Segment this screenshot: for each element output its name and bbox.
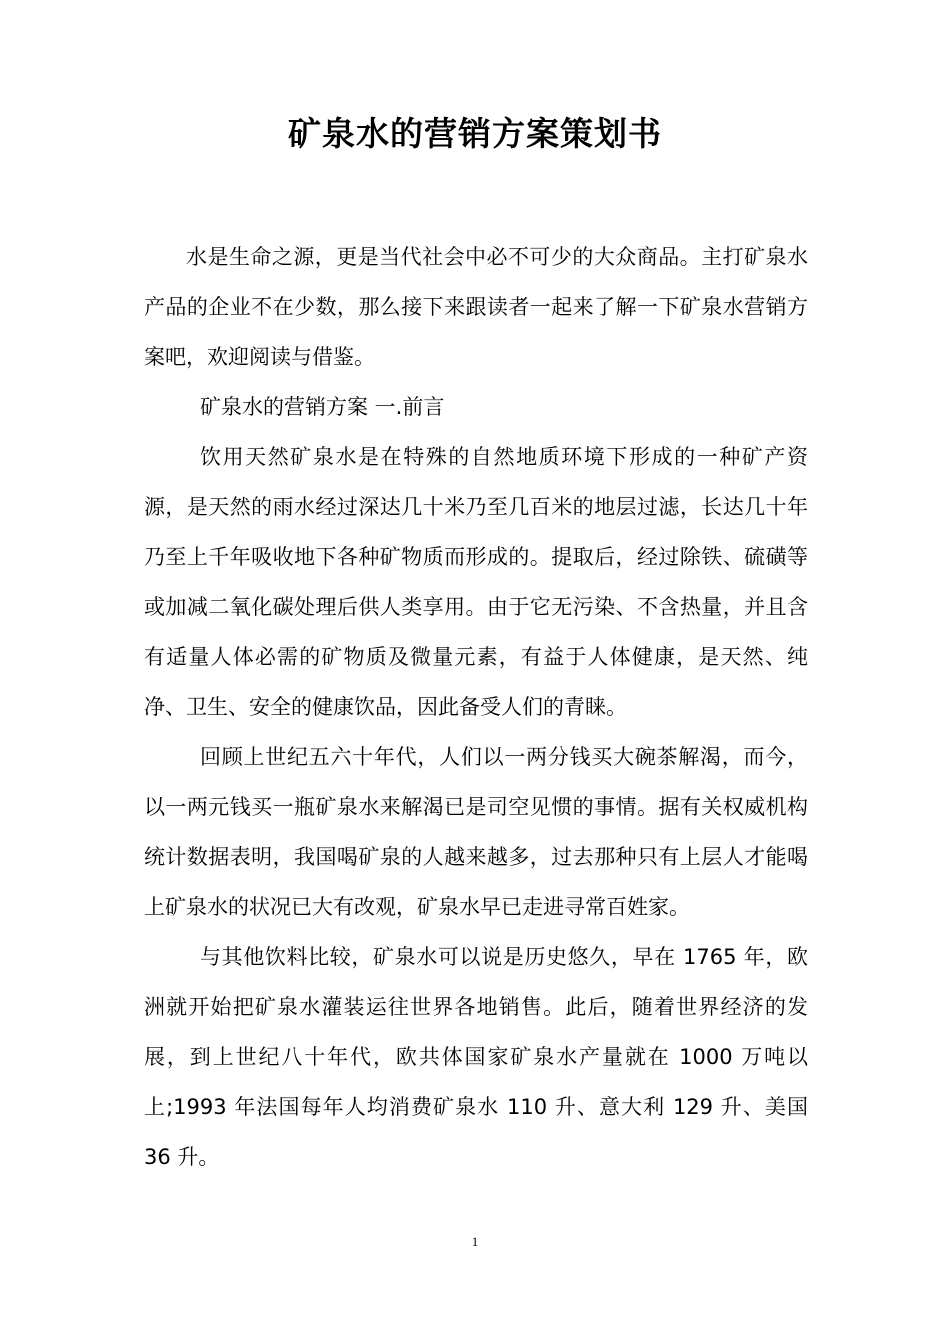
- page-number: 1: [471, 1234, 479, 1249]
- body-paragraph: 回顾上世纪五六十年代，人们以一两分钱买大碗茶解渴，而今，以一两元钱买一瓶矿泉水来解渴已是司空见惯的事情。据有关权威机构统计数据表明，我国喝矿泉的人越来越多，过去那种只有上层人才能喝上矿泉水的状况已大有改观，矿泉水早已走进寻常百姓家。: [144, 745, 808, 919]
- intro-paragraph: 水是生命之源，更是当代社会中必不可少的大众商品。主打矿泉水产品的企业不在少数，那么接下来跟读者一起来了解一下矿泉水营销方案吧，欢迎阅读与借鉴。: [144, 245, 808, 369]
- document-body: [144, 232, 808, 1182]
- section-heading: 矿泉水的营销方案 一.前言: [200, 395, 445, 419]
- document-title: 矿泉水的营销方案策划书: [288, 114, 662, 153]
- body-paragraph: 与其他饮料比较，矿泉水可以说是历史悠久，早在 1765 年，欧洲就开始把矿泉水灌装运往世界各地销售。此后，随着世界经济的发展，到上世纪八十年代，欧共体国家矿泉水产量就在 1000 万吨以上;1993 年法国每年人均消费矿泉水 110 升、意大利 129 升、美国 36 升。: [144, 945, 808, 1169]
- body-paragraph: 饮用天然矿泉水是在特殊的自然地质环境下形成的一种矿产资源，是天然的雨水经过深达几十米乃至几百米的地层过滤，长达几十年乃至上千年吸收地下各种矿物质而形成的。提取后，经过除铁、硫磺等或加减二氧化碳处理后供人类享用。由于它无污染、不含热量，并且含有适量人体必需的矿物质及微量元素，有益于人体健康，是天然、纯净、卫生、安全的健康饮品，因此备受人们的青睐。: [144, 445, 808, 719]
